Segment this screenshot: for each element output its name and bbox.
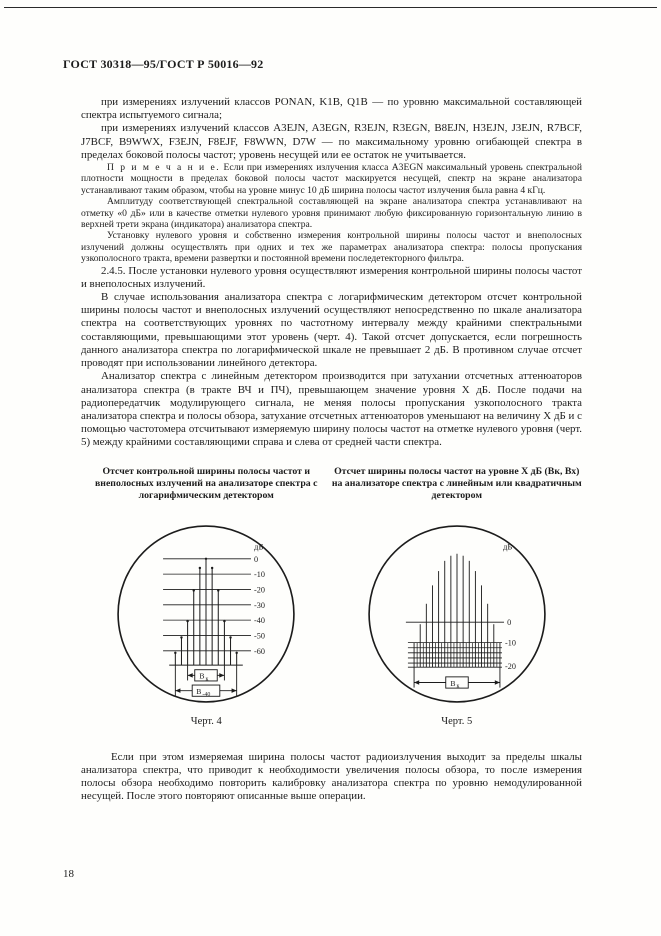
document-body: [81, 96, 582, 803]
paragraph-2-4-5: 2.4.5. После установки нулевого уровня осуществляют измерения контрольной ширины полосы частот и внеполосных излучений.: [81, 264, 582, 290]
note-text: Если при измерениях излучения класса A3EGN максимальный уровень спектральной плотности мощности в пределах боковой полосы частот маскируется несущей, спектр на экране анализатора устанавливают таким образом, чтобы на уровне минус 10 дБ ширина полосы частот излучения была равна 4 кГц.: [81, 162, 582, 196]
figure-4-caption: Отсчет контрольной ширины полосы частот и внеполосных излучений на анализаторе спектра с логарифмическим детектором: [95, 465, 318, 502]
spectrum-analyzer-screen-linear-detector: [365, 522, 549, 706]
paragraph-classes-2: при измерениях излучений классов A3EJN, A3EGN, R3EJN, R3EGN, B8EJN, H3EJN, J3EJN, R7BCF, J7BCF, B9WWX, F3EJN, F8EJF, F8WWN, D7W — по максимальному уровню огибающей спектра в пределах боковой полосы частот; уровень несущей или ее остаток не учитывается.: [81, 122, 582, 161]
b40-label-sub: -40: [202, 691, 211, 698]
bk-label-sub: к: [456, 683, 460, 690]
figure-5: [332, 466, 583, 727]
spectrum-analyzer-screen-log-detector: [114, 522, 298, 706]
document-title: ГОСТ 30318—95/ГОСТ Р 50016—92: [63, 57, 264, 71]
scale-label-0: 0: [506, 617, 511, 627]
figure-4-label: Черт. 4: [190, 715, 222, 727]
scale-label-50: -50: [254, 631, 266, 641]
note-label: П р и м е ч а н и е.: [107, 162, 221, 174]
scale-label-20: -20: [504, 661, 516, 671]
figure-5-caption: Отсчет ширины полосы частот на уровне X дБ (Вк, Вх) на анализаторе спектра с линейным или квадратичным детектором: [331, 465, 582, 502]
scale-label-0: 0: [254, 554, 259, 564]
paragraph-amplitude: Амплитуду соответствующей спектральной составляющей на экране анализатора спектра устанавливают на отметку «0 дБ» или в качестве отметки нулевого уровня принимают любую фиксированную горизонтальную линию в верхней трети экрана (индикатора) анализатора спектра.: [81, 196, 582, 231]
paragraph-zero-level: Установку нулевого уровня и собственно измерения контрольной ширины полосы частот и внеполосных излучений должны осуществлять при одних и тех же параметрах анализатора спектра: полосы пропускания узкополосного тракта, времени развертки и постоянной времени последетекторного фильтра.: [81, 230, 582, 265]
scale-label-60: -60: [254, 646, 266, 656]
scale-label-40: -40: [254, 615, 266, 625]
paragraph-linear-detector: Анализатор спектра с линейным детектором производится при затухании отсчетных аттенюаторов анализатора спектра (в тракте ВЧ и ПЧ), превышающем значение уровня X дБ. После подачи на радиопередатчик модулирующего сигнала, не меняя полосы пропускания узкополосного тракта анализатора спектра и полосы обзора, затухание отсчетных аттенюаторов уменьшают на величину X дБ и с помощью частотомера отсчитывают измеряемую ширину полосы частот на отметке нулевого уровня (черт. 5) между крайними составляющими справа и слева от средней части спектра.: [81, 370, 582, 449]
note-paragraph: [81, 162, 582, 196]
scale-label-10: -10: [504, 638, 516, 648]
bk-label-main: В: [450, 678, 456, 688]
db-scale-labels: [254, 554, 265, 655]
db-scale-lines: [163, 558, 251, 650]
figures-row: [81, 466, 582, 727]
page-top-edge: [4, 7, 657, 8]
bk-label-sub: к: [205, 675, 209, 682]
figure-5-label: Черт. 5: [441, 715, 473, 727]
spectrum-lines: [414, 553, 500, 666]
db-unit-label: дБ: [254, 541, 264, 552]
db-unit-label: дБ: [502, 541, 513, 552]
scale-label-30: -30: [254, 600, 266, 610]
spectrum-lines: [169, 558, 243, 664]
figure-4: [81, 466, 332, 727]
scale-label-20: -20: [254, 585, 266, 595]
paragraph-final: Если при этом измеряемая ширина полосы частот радиоизлучения выходит за пределы шкалы анализатора спектра, что приводит к необходимости увеличения полосы обзора, то после измерения полосы обзора необходимо повторить калибровку анализатора спектра по уровню немодулированной несущей. После этого повторяют описанные выше операции.: [81, 750, 582, 803]
db-scale-labels: [505, 618, 516, 671]
paragraph-log-detector: В случае использования анализатора спектра с логарифмическим детектором отсчет контрольной ширины полосы частот и внеполосных излучений осуществляют непосредственно по шкале анализатора спектра на соответствующих уровнях по частотному интервалу между крайними спектральными составляющими, превышающими этот уровень (черт. 4). Такой отсчет допускается, если погрешность данного анализатора спектра по логарифмической шкале не превышает 2 дБ. В противном случае отсчет проводят при использовании линейного детектора.: [81, 291, 582, 370]
bk-label-main: В: [199, 671, 205, 681]
scale-label-10: -10: [254, 569, 266, 579]
paragraph-classes-1: при измерениях излучений классов PONAN, K1B, Q1B — по уровню максимальной составляющей спектра испытуемого сигнала;: [81, 96, 582, 122]
b40-label-main: В: [196, 686, 202, 696]
page-number: 18: [63, 868, 74, 880]
